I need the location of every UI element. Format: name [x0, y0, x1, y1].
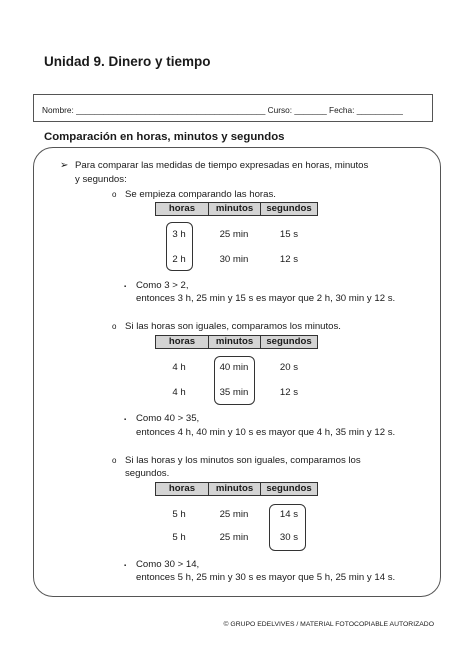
example-1-conclusion-1: Como 3 > 2, [136, 280, 189, 291]
fecha-field[interactable]: __________ [356, 105, 403, 115]
header-horas: horas [155, 482, 209, 496]
table-cell: 4 h [172, 362, 186, 373]
table-cell: 5 h [172, 509, 186, 520]
footer-copyright: © GRUPO EDELVIVES / MATERIAL FOTOCOPIABLE AUTORIZADO [223, 621, 434, 628]
hollow-bullet-icon: o [112, 322, 117, 331]
intro-line-1: Para comparar las medidas de tiempo expresadas en horas, minutos [75, 160, 369, 171]
header-segundos: segundos [260, 202, 318, 216]
table-cell: 12 s [279, 254, 299, 265]
header-segundos: segundos [260, 335, 318, 349]
table-cell: 30 min [219, 254, 249, 265]
table-cell: 14 s [279, 509, 299, 520]
student-info-line [42, 105, 403, 115]
table-cell: 35 min [219, 387, 249, 398]
curso-field[interactable]: _______ [294, 105, 327, 115]
square-bullet-icon: ▪ [124, 563, 127, 569]
nombre-label: Nombre: [42, 105, 77, 115]
example-3-intro-2: segundos. [125, 468, 170, 479]
example-2-intro: Si las horas son iguales, comparamos los minutos. [125, 321, 341, 332]
example-1-conclusion-2: entonces 3 h, 25 min y 15 s es mayor que 2 h, 30 min y 12 s. [136, 293, 396, 304]
nombre-field[interactable]: _________________________________________ [76, 105, 266, 115]
table-cell: 40 min [219, 362, 249, 373]
table-cell: 12 s [279, 387, 299, 398]
section-title: Comparación en horas, minutos y segundos [44, 131, 285, 143]
hollow-bullet-icon: o [112, 456, 117, 465]
header-horas: horas [155, 335, 209, 349]
header-horas: horas [155, 202, 209, 216]
example-2-conclusion-2: entonces 4 h, 40 min y 10 s es mayor que 4 h, 35 min y 12 s. [136, 427, 396, 438]
header-minutos: minutos [208, 335, 261, 349]
fecha-label: Fecha: [326, 105, 357, 115]
header-segundos: segundos [260, 482, 318, 496]
square-bullet-icon: ▪ [124, 417, 127, 423]
example-2-conclusion-1: Como 40 > 35, [136, 413, 200, 424]
unit-title: Unidad 9. Dinero y tiempo [44, 54, 211, 69]
table-cell: 25 min [219, 229, 249, 240]
table-cell: 20 s [279, 362, 299, 373]
table-cell: 4 h [172, 387, 186, 398]
table-cell: 3 h [172, 229, 186, 240]
example-3-conclusion-1: Como 30 > 14, [136, 559, 200, 570]
table-cell: 5 h [172, 532, 186, 543]
example-3-intro-1: Si las horas y los minutos son iguales, comparamos los [125, 455, 361, 466]
table-cell: 25 min [219, 532, 249, 543]
arrow-bullet-icon: ➢ [60, 160, 69, 171]
table-cell: 30 s [279, 532, 299, 543]
intro-line-2: y segundos: [75, 174, 127, 185]
table-cell: 2 h [172, 254, 186, 265]
example-3-conclusion-2: entonces 5 h, 25 min y 30 s es mayor que 5 h, 25 min y 14 s. [136, 572, 396, 583]
header-minutos: minutos [208, 202, 261, 216]
table-cell: 25 min [219, 509, 249, 520]
square-bullet-icon: ▪ [124, 284, 127, 290]
example-1-intro: Se empieza comparando las horas. [125, 189, 276, 200]
curso-label: Curso: [265, 105, 295, 115]
header-minutos: minutos [208, 482, 261, 496]
table-cell: 15 s [279, 229, 299, 240]
hollow-bullet-icon: o [112, 190, 117, 199]
